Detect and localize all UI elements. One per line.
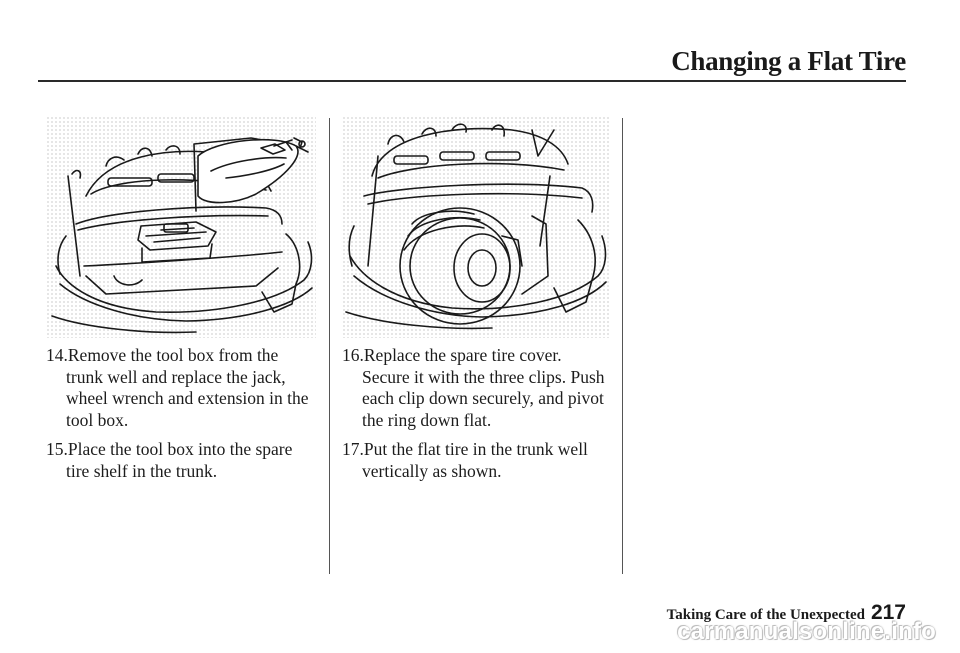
step-item (46, 439, 326, 482)
trunk-spare-tire-illustration (342, 116, 610, 338)
step-text: tire shelf in the trunk. (66, 460, 218, 481)
step-item (342, 345, 617, 431)
watermark-text: carmanualsonline.info (677, 618, 936, 645)
step-number: 17. (342, 439, 364, 459)
step-number: 16. (342, 345, 364, 365)
step-text: vertically as shown. (362, 460, 502, 481)
step-number: 14. (46, 345, 68, 365)
step-item (46, 345, 326, 431)
column-divider (329, 118, 330, 574)
step-text-first-line: Replace the spare tire cover. (363, 345, 562, 365)
column-divider (622, 118, 623, 574)
step-text: Secure it with the three clips. Push each clip down securely, and pivot the ring down flat. (362, 366, 605, 430)
step-number: 15. (46, 439, 68, 459)
header-rule (38, 80, 906, 82)
page-number: 217 (870, 601, 906, 624)
step-text-first-line: Place the tool box into the spare (67, 439, 293, 459)
step-item (342, 439, 617, 482)
page-title: Changing a Flat Tire (671, 46, 906, 76)
step-text: trunk well and replace the jack, wheel wrench and extension in the tool box. (66, 366, 309, 430)
footer-section-title: Taking Care of the Unexpected (666, 607, 865, 623)
step-text-first-line: Remove the tool box from the (67, 345, 279, 365)
trunk-toolbox-illustration (46, 116, 316, 338)
step-text-first-line: Put the flat tire in the trunk well (363, 439, 588, 459)
